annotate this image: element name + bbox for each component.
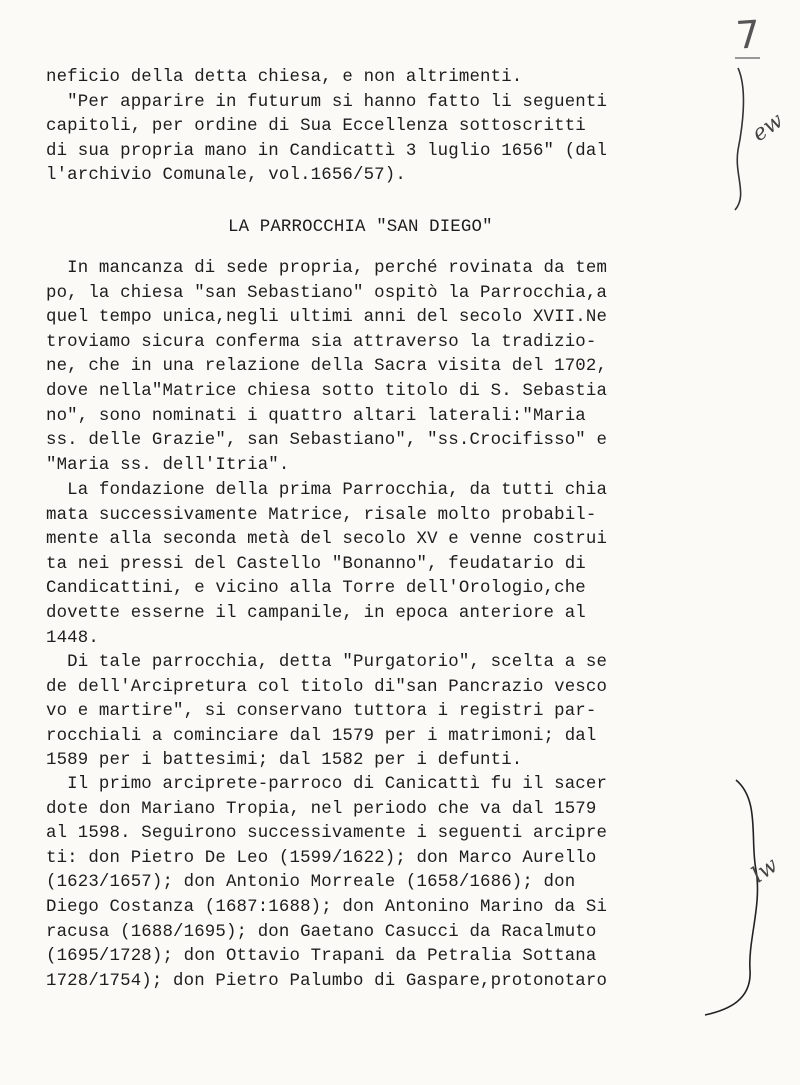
paragraph-line: quel tempo unica,negli ultimi anni del secolo XVII.Ne [46,308,608,328]
paragraph-2 [46,479,766,651]
margin-annotation: lw [747,852,783,889]
paragraph-line: 1589 per i battesimi; dal 1582 per i defunti. [46,751,523,771]
paragraph-line: al 1598. Seguirono successivamente i seguenti arcipre [46,824,608,844]
paragraph-line: no", sono nominati i quattro altari laterali:"Maria [46,406,586,426]
intro-line: neficio della detta chiesa, e non altrimenti. [46,68,523,87]
paragraph-line: rocchiali a cominciare dal 1579 per i matrimoni; dal [46,726,597,746]
paragraph-line: ss. delle Grazie", san Sebastiano", "ss.Crocifisso" e [46,431,608,451]
paragraph-line: po, la chiesa "san Sebastiano" ospitò la Parrocchia,a [46,283,608,303]
paragraph-line: ne, che in una relazione della Sacra visita del 1702, [46,357,608,377]
intro-block [46,66,766,189]
paragraph-line: Il primo arciprete-parroco di Canicattì fu il sacer [46,775,608,794]
paragraph-line: mata successivamente Matrice, risale molto probabil- [46,505,597,525]
paragraph-line: dote don Mariano Tropia, nel periodo che va dal 1579 [46,799,597,819]
paragraph-line: ti: don Pietro De Leo (1599/1622); don Marco Aurello [46,848,597,868]
paragraph-line: 1448. [46,628,99,648]
paragraph-line: Diego Costanza (1687:1688); don Antonino Marino da Si [46,897,608,917]
paragraph-line: La fondazione della prima Parrocchia, da tutti chia [46,481,608,500]
intro-line: l'archivio Comunale, vol.1656/57). [46,166,406,186]
intro-line: di sua propria mano in Candicattì 3 luglio 1656" (dal [46,141,608,161]
handwritten-page-number: 7 [734,12,762,58]
section-heading: LA PARROCCHIA "SAN DIEGO" [228,218,493,237]
paragraph-line: Candicattini, e vicino alla Torre dell'Orologio,che [46,579,586,599]
paragraph-3 [46,651,766,774]
paragraph-line: mente alla seconda metà del secolo XV e venne costrui [46,530,608,550]
paragraph-line: troviamo sicura conferma sia attraverso la tradizio- [46,332,597,352]
paragraph-line: de dell'Arcipretura col titolo di"san Pancrazio vesco [46,677,608,697]
paragraph-line: "Maria ss. dell'Itria". [46,455,290,475]
paragraph-4 [46,773,766,994]
paragraph-line: ta nei pressi del Castello "Bonanno", feudatario di [46,554,586,574]
intro-line: "Per apparire in futurum si hanno fatto li seguenti [46,92,608,112]
paragraph-line: (1623/1657); don Antonio Morreale (1658/1686); don [46,873,576,893]
paragraph-1 [46,257,766,478]
paragraph-line: In mancanza di sede propria, perché rovinata da tem [46,259,608,278]
paragraph-line: dovette esserne il campanile, in epoca anteriore al [46,603,586,623]
paragraph-line: 1728/1754); don Pietro Palumbo di Gaspare,protonotaro [46,971,608,991]
paragraph-line: racusa (1688/1695); don Gaetano Casucci da Racalmuto [46,922,597,942]
paragraph-line: dove nella"Matrice chiesa sotto titolo di S. Sebastia [46,381,608,401]
paragraph-line: vo e martire", si conservano tuttora i registri par- [46,702,597,722]
paragraph-line: Di tale parrocchia, detta "Purgatorio", scelta a se [46,653,608,672]
paragraph-line: (1695/1728); don Ottavio Trapani da Petralia Sottana [46,947,597,967]
intro-line: capitoli, per ordine di Sua Eccellenza sottoscritti [46,117,586,137]
margin-annotation: ew [747,108,789,147]
